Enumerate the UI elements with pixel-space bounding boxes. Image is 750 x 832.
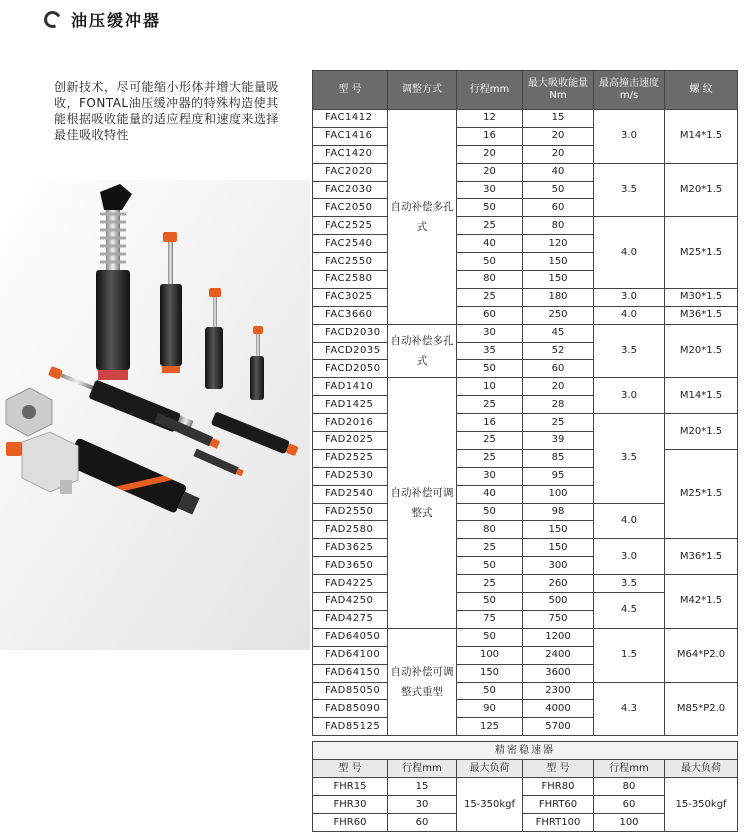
product-photo xyxy=(0,180,310,650)
thread-cell: M14*1.5 xyxy=(665,110,738,164)
energy-cell: 2300 xyxy=(523,682,594,700)
model-cell: FAC3660 xyxy=(313,306,388,324)
column-header-stroke: 行程mm xyxy=(457,71,523,110)
energy-cell: 750 xyxy=(523,610,594,628)
speed-cell: 3.5 xyxy=(594,163,665,217)
speed-cell: 3.5 xyxy=(594,414,665,503)
energy-cell: 500 xyxy=(523,593,594,611)
speed-cell: 4.3 xyxy=(594,682,665,736)
column-header-stroke: 行程mm xyxy=(388,760,457,778)
stroke-cell: 80 xyxy=(457,271,523,289)
model-cell: FAC2050 xyxy=(313,199,388,217)
energy-cell: 50 xyxy=(523,181,594,199)
model-cell: FAC1412 xyxy=(313,110,388,128)
model-cell: FAC1420 xyxy=(313,145,388,163)
thread-cell: M36*1.5 xyxy=(665,306,738,324)
energy-cell: 60 xyxy=(523,360,594,378)
column-header-model: 型 号 xyxy=(313,760,388,778)
table-row xyxy=(313,110,738,128)
table-header-row xyxy=(313,71,738,110)
stroke-cell: 60 xyxy=(388,814,457,832)
column-header-thread: 螺 纹 xyxy=(665,71,738,110)
model-cell: FACD2035 xyxy=(313,342,388,360)
stroke-cell: 100 xyxy=(457,646,523,664)
table-row xyxy=(313,778,738,796)
energy-cell: 5700 xyxy=(523,718,594,736)
speed-cell: 3.0 xyxy=(594,539,665,575)
model-cell: FAD1410 xyxy=(313,378,388,396)
page-title: 油压缓冲器 xyxy=(71,11,162,30)
energy-cell: 40 xyxy=(523,163,594,181)
stroke-cell: 12 xyxy=(457,110,523,128)
table-row xyxy=(313,306,738,324)
mode-cell: 自动补偿可调整式 xyxy=(388,378,457,628)
table-row xyxy=(313,414,738,432)
thread-cell: M85*P2.0 xyxy=(665,682,738,736)
energy-cell: 60 xyxy=(523,199,594,217)
column-header-speed: 最高撞击速度m/s xyxy=(594,71,665,110)
energy-cell: 52 xyxy=(523,342,594,360)
model-cell: FAD2025 xyxy=(313,432,388,450)
table-row xyxy=(313,539,738,557)
stroke-cell: 16 xyxy=(457,127,523,145)
stroke-cell: 40 xyxy=(457,235,523,253)
model-cell: FHR30 xyxy=(313,796,388,814)
model-cell: FAD4275 xyxy=(313,610,388,628)
stabilizer-caption: 精密稳速器 xyxy=(313,742,738,760)
spec-table xyxy=(312,70,738,736)
table-row xyxy=(313,628,738,646)
table-row xyxy=(313,449,738,467)
model-cell: FAD2540 xyxy=(313,485,388,503)
speed-cell: 4.0 xyxy=(594,503,665,539)
stroke-cell: 25 xyxy=(457,449,523,467)
speed-cell: 1.5 xyxy=(594,628,665,682)
stroke-cell: 125 xyxy=(457,718,523,736)
column-header-load: 最大负荷 xyxy=(457,760,523,778)
energy-cell: 150 xyxy=(523,539,594,557)
thread-cell: M20*1.5 xyxy=(665,324,738,378)
energy-cell: 1200 xyxy=(523,628,594,646)
speed-cell: 4.0 xyxy=(594,217,665,289)
stroke-cell: 25 xyxy=(457,575,523,593)
model-cell: FAD85050 xyxy=(313,682,388,700)
model-cell: FAD2530 xyxy=(313,467,388,485)
stabilizer-caption-row xyxy=(313,742,738,760)
table-row xyxy=(313,217,738,235)
stroke-cell: 75 xyxy=(457,610,523,628)
speed-cell: 3.5 xyxy=(594,324,665,378)
energy-cell: 250 xyxy=(523,306,594,324)
energy-cell: 3600 xyxy=(523,664,594,682)
stroke-cell: 25 xyxy=(457,432,523,450)
model-cell: FAD3625 xyxy=(313,539,388,557)
model-cell: FAC2030 xyxy=(313,181,388,199)
model-cell: FAD64050 xyxy=(313,628,388,646)
stroke-cell: 80 xyxy=(457,521,523,539)
table-row xyxy=(313,378,738,396)
model-cell: FAC2550 xyxy=(313,253,388,271)
energy-cell: 150 xyxy=(523,253,594,271)
model-cell: FAD85125 xyxy=(313,718,388,736)
energy-cell: 95 xyxy=(523,467,594,485)
stroke-cell: 35 xyxy=(457,342,523,360)
model-cell: FHR60 xyxy=(313,814,388,832)
model-cell: FAD4250 xyxy=(313,593,388,611)
energy-cell: 15 xyxy=(523,110,594,128)
speed-cell: 4.5 xyxy=(594,593,665,629)
stroke-cell: 40 xyxy=(457,485,523,503)
model-cell: FHRT100 xyxy=(523,814,594,832)
energy-cell: 150 xyxy=(523,521,594,539)
thread-cell: M64*P2.0 xyxy=(665,628,738,682)
table-row xyxy=(313,288,738,306)
speed-cell: 3.0 xyxy=(594,110,665,164)
energy-cell: 20 xyxy=(523,145,594,163)
stroke-cell: 50 xyxy=(457,503,523,521)
thread-cell: M36*1.5 xyxy=(665,539,738,575)
stroke-cell: 50 xyxy=(457,253,523,271)
model-cell: FAC1416 xyxy=(313,127,388,145)
brand-logo-icon xyxy=(42,9,64,31)
energy-cell: 2400 xyxy=(523,646,594,664)
thread-cell: M25*1.5 xyxy=(665,217,738,289)
model-cell: FAC2580 xyxy=(313,271,388,289)
header xyxy=(44,8,161,31)
speed-cell: 3.0 xyxy=(594,288,665,306)
thread-cell: M20*1.5 xyxy=(665,163,738,217)
model-cell: FHRT60 xyxy=(523,796,594,814)
table-row xyxy=(313,575,738,593)
column-header-model: 型 号 xyxy=(313,71,388,110)
model-cell: FAC2540 xyxy=(313,235,388,253)
stroke-cell: 15 xyxy=(388,778,457,796)
column-header-energy: 最大吸收能量Nm xyxy=(523,71,594,110)
stroke-cell: 30 xyxy=(388,796,457,814)
mode-cell: 自动补偿可调整式重型 xyxy=(388,628,457,735)
column-header-load: 最大负荷 xyxy=(665,760,738,778)
thread-cell: M30*1.5 xyxy=(665,288,738,306)
intro-text: 创新技术，尽可能缩小形体并增大能量吸收，FONTAL油压缓冲器的特殊构造使其能根据吸收能量的适应程度和速度来选择最佳吸收特性 xyxy=(54,80,280,142)
table-row xyxy=(313,324,738,342)
energy-cell: 45 xyxy=(523,324,594,342)
model-cell: FAC2525 xyxy=(313,217,388,235)
energy-cell: 4000 xyxy=(523,700,594,718)
column-header-model: 型 号 xyxy=(523,760,594,778)
stroke-cell: 60 xyxy=(457,306,523,324)
model-cell: FAD1425 xyxy=(313,396,388,414)
model-cell: FACD2030 xyxy=(313,324,388,342)
model-cell: FHR15 xyxy=(313,778,388,796)
model-cell: FAD64150 xyxy=(313,664,388,682)
model-cell: FHR80 xyxy=(523,778,594,796)
stroke-cell: 20 xyxy=(457,163,523,181)
column-header-mode: 调整方式 xyxy=(388,71,457,110)
load-cell: 15-350kgf xyxy=(665,778,738,832)
mode-cell: 自动补偿多孔式 xyxy=(388,324,457,378)
thread-cell: M20*1.5 xyxy=(665,414,738,450)
speed-cell: 4.0 xyxy=(594,306,665,324)
stroke-cell: 80 xyxy=(594,778,665,796)
stabilizer-table xyxy=(312,741,738,832)
stroke-cell: 25 xyxy=(457,288,523,306)
thread-cell: M25*1.5 xyxy=(665,449,738,538)
stroke-cell: 50 xyxy=(457,628,523,646)
stroke-cell: 30 xyxy=(457,181,523,199)
model-cell: FAD85090 xyxy=(313,700,388,718)
energy-cell: 39 xyxy=(523,432,594,450)
stroke-cell: 16 xyxy=(457,414,523,432)
energy-cell: 300 xyxy=(523,557,594,575)
energy-cell: 80 xyxy=(523,217,594,235)
stroke-cell: 30 xyxy=(457,467,523,485)
column-header-stroke: 行程mm xyxy=(594,760,665,778)
stroke-cell: 50 xyxy=(457,682,523,700)
model-cell: FAD2016 xyxy=(313,414,388,432)
model-cell: FAD3650 xyxy=(313,557,388,575)
model-cell: FAD2525 xyxy=(313,449,388,467)
thread-cell: M42*1.5 xyxy=(665,575,738,629)
stroke-cell: 30 xyxy=(457,324,523,342)
energy-cell: 25 xyxy=(523,414,594,432)
stroke-cell: 50 xyxy=(457,360,523,378)
stroke-cell: 20 xyxy=(457,145,523,163)
stroke-cell: 60 xyxy=(594,796,665,814)
model-cell: FAC2020 xyxy=(313,163,388,181)
stroke-cell: 90 xyxy=(457,700,523,718)
energy-cell: 98 xyxy=(523,503,594,521)
thread-cell: M14*1.5 xyxy=(665,378,738,414)
stroke-cell: 25 xyxy=(457,539,523,557)
energy-cell: 260 xyxy=(523,575,594,593)
model-cell: FAD64100 xyxy=(313,646,388,664)
model-cell: FAD2550 xyxy=(313,503,388,521)
stroke-cell: 50 xyxy=(457,199,523,217)
energy-cell: 28 xyxy=(523,396,594,414)
energy-cell: 180 xyxy=(523,288,594,306)
energy-cell: 20 xyxy=(523,127,594,145)
energy-cell: 120 xyxy=(523,235,594,253)
table-row xyxy=(313,682,738,700)
energy-cell: 150 xyxy=(523,271,594,289)
energy-cell: 20 xyxy=(523,378,594,396)
model-cell: FAD2580 xyxy=(313,521,388,539)
stroke-cell: 100 xyxy=(594,814,665,832)
table-row xyxy=(313,163,738,181)
model-cell: FAD4225 xyxy=(313,575,388,593)
stroke-cell: 25 xyxy=(457,217,523,235)
stroke-cell: 50 xyxy=(457,593,523,611)
energy-cell: 85 xyxy=(523,449,594,467)
stroke-cell: 25 xyxy=(457,396,523,414)
model-cell: FAC3025 xyxy=(313,288,388,306)
stroke-cell: 10 xyxy=(457,378,523,396)
mode-cell: 自动补偿多孔式 xyxy=(388,110,457,325)
energy-cell: 100 xyxy=(523,485,594,503)
speed-cell: 3.5 xyxy=(594,575,665,593)
stabilizer-header-row xyxy=(313,760,738,778)
model-cell: FACD2050 xyxy=(313,360,388,378)
load-cell: 15-350kgf xyxy=(457,778,523,832)
stroke-cell: 50 xyxy=(457,557,523,575)
stroke-cell: 150 xyxy=(457,664,523,682)
speed-cell: 3.0 xyxy=(594,378,665,414)
